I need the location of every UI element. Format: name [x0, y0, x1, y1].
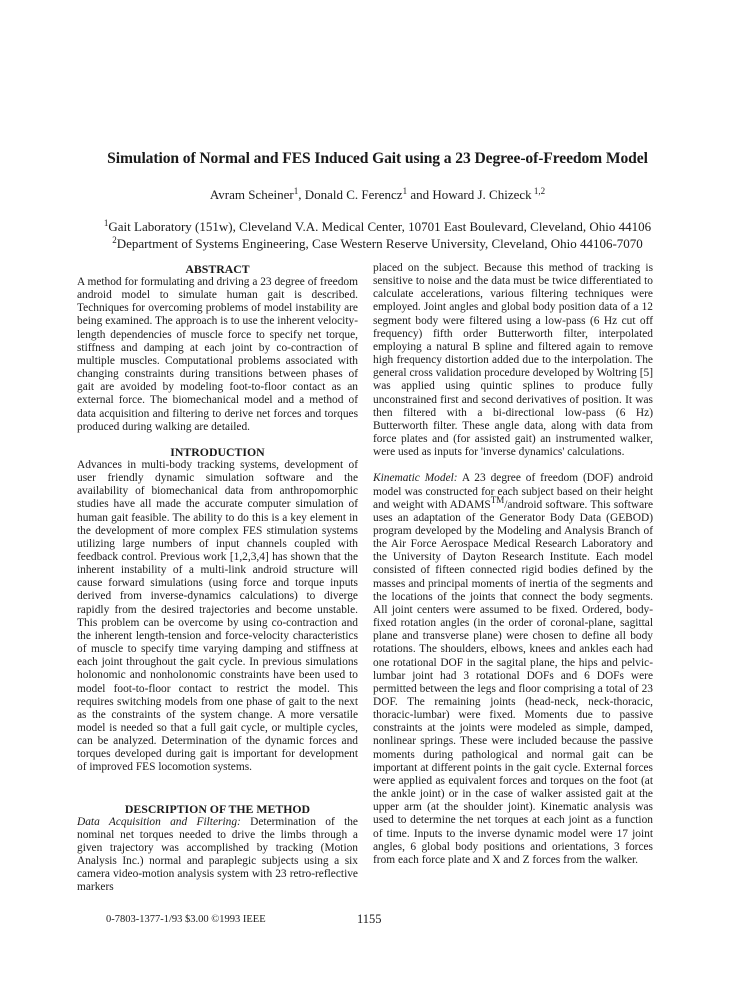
kinematic-model-paragraph [373, 472, 653, 867]
introduction-text: Advances in multi-body tracking systems, development of user friendly dynamic simulation software and the availability of biomechanical data from anthropomorphic studies have all made the accurate computer simulation of human gait feasible. The ability to do this is a key element in the development of more complex FES stimulation systems utilizing large numbers of input channels coupled with feedback control. Previous work [1,2,3,4] has shown that the inherent instability of a multi-link android structure will cause forward simulations (using force and torque inputs derived from inverse-dynamics calculations) to diverge rapidly from the desired trajectories and become unstable. This problem can be overcome by using co-contraction and the inherent length-tension and force-velocity characteristics of muscle to specify time varying damping and stiffness at each joint throughout the gait cycle. In previous simulations holonomic and nonholonomic constraints have been used to model foot-to-floor contact to restrict the model. This requires switching models from one phase of gait to the next as the constraints of the system change. A more versatile model is needed so that a full gait cycle, or multiple cycles, can be analyzed. Determination of the dynamic forces and torques developed during gait is important for development of improved FES locomotion systems. [77, 458, 358, 774]
data-acquisition-label: Data Acquisition and Filtering: [77, 815, 241, 828]
method-heading: DESCRIPTION OF THE METHOD [124, 801, 311, 816]
right-column [373, 262, 653, 867]
page-number: 1155 [357, 912, 382, 926]
author-affiliation-mark: 1 [293, 186, 299, 196]
affiliation-text: Department of Systems Engineering, Case Western Reserve University, Cleveland, Ohio 44106-7070 [116, 236, 643, 251]
data-acquisition-paragraph [77, 816, 358, 895]
author-name: Avram Scheiner [209, 187, 294, 202]
author-list [0, 187, 755, 203]
author-name: Howard J. Chizeck [432, 187, 532, 202]
trademark-mark: TM [490, 494, 505, 505]
copyright-notice: 0-7803-1377-1/93 $3.00 ©1993 IEEE [106, 914, 266, 925]
paper-title: Simulation of Normal and FES Induced Gait using a 23 Degree-of-Freedom Model [107, 150, 648, 167]
affiliation-1 [0, 219, 755, 235]
abstract-heading: ABSTRACT [185, 262, 250, 276]
affiliation-text: Gait Laboratory (151w), Cleveland V.A. Medical Center, 10701 East Boulevard, Cleveland, Ohio 44106 [108, 219, 652, 234]
author-affiliation-mark: 1 [402, 186, 408, 196]
author-separator: and [407, 187, 433, 202]
author-affiliation-mark: 1,2 [531, 186, 546, 196]
left-column [77, 262, 358, 895]
kinematic-text-a: A 23 degree of freedom (DOF) android model was constructed for each subject based on their height and weight with ADAMS [373, 472, 654, 511]
introduction-heading: INTRODUCTION [170, 444, 265, 459]
data-acquisition-text: Determination of the nominal net torques needed to drive the limbs through a given trajectory was accomplished by tracking (Motion Analysis Inc.) normal and paraplegic subjects using a six camera video-motion analysis system with 23 retro-reflective markers [77, 815, 358, 894]
author-name: Donald C. Ferencz [304, 187, 403, 202]
kinematic-model-label: Kinematic Model: [373, 472, 458, 485]
affiliation-mark: 1 [103, 218, 109, 228]
data-acquisition-continued: placed on the subject. Because this method of tracking is sensitive to noise and the data must be twice differentiated to calculate accelerations, various filtering techniques were employed. Joint angles and global body position data of a 12 segment body were filtered using a low-pass (6 Hz cut off frequency) fifth order Butterworth filter, interpolated employing a natural B spline and filtered again to remove high frequency distortion added due to the interpolation. The general cross validation procedure developed by Woltring [5] was applied using quintic splines to produce fully unconstrained first and second derivatives of position. It was then filtered with a bi-directional low-pass (6 Hz) Butterworth filter. These angle data, along with data from force plates and (for assisted gait) an instrumented walker, were used as inputs for 'inverse dynamics' calculations. [373, 262, 653, 459]
kinematic-text-b: /android software. This software uses an adaptation of the Generator Body Data (GEBOD) program developed by the Modeling and Analysis Branch of the Air Force Aerospace Medical Research Laboratory and the University of Dayton Research Institute. Each model consisted of fifteen connected rigid bodies defined by the masses and principal moments of inertia of the segments and the locations of the joints that connect the body segments. All joint centers were assumed to be fixed. Ordered, body-fixed rotation angles (in the order of coronal-plane, sagittal plane and transverse plane) were chosen to define all body rotations. The shoulders, elbows, knees and ankles each had one rotational DOF in the sagital plane, the hips and pelvic-lumbar joint had 3 rotational DOFs and 6 DOFs were permitted between the legs and floor comprising a total of 23 DOF. The remaining joints (head-neck, neck-thoracic, thoracic-lumbar) were fixed. Moments due to passive constraints at the joints were modeled as simple, damped, nonlinear springs. These were included because the passive moments during pathological and normal gait can be important at different points in the gait cycle. External forces were applied as equivalent forces and torques on the foot (at the ankle joint) or in the case of walker assisted gait at the upper arm (at the shoulder joint). Kinematic analysis was used to determine the net torques at each joint as a function of time. Inputs to the inverse dynamic model were 17 joint angles, 6 global body positions and orientations, 3 forces from each force plate and X and Z forces from the walker. [373, 498, 653, 866]
abstract-text: A method for formulating and driving a 23 degree of freedom android model to simulate human gait is described. Techniques for overcoming problems of model instability are being examined. The approach is to use the inherent velocity-length dependencies of muscle force to specify net torque, stiffness and damping at each joint by co-contraction of multiple muscles. Computational problems associated with changing constraints during transitions between phases of gait are avoided by modeling foot-to-floor contact as an external force. The biomechanical model and a method of data acquisition and filtering to derive net forces and torques produced during walking are detailed. [77, 276, 358, 433]
author-separator: , [298, 187, 305, 202]
affiliation-2 [0, 236, 755, 252]
affiliation-mark: 2 [112, 235, 117, 245]
